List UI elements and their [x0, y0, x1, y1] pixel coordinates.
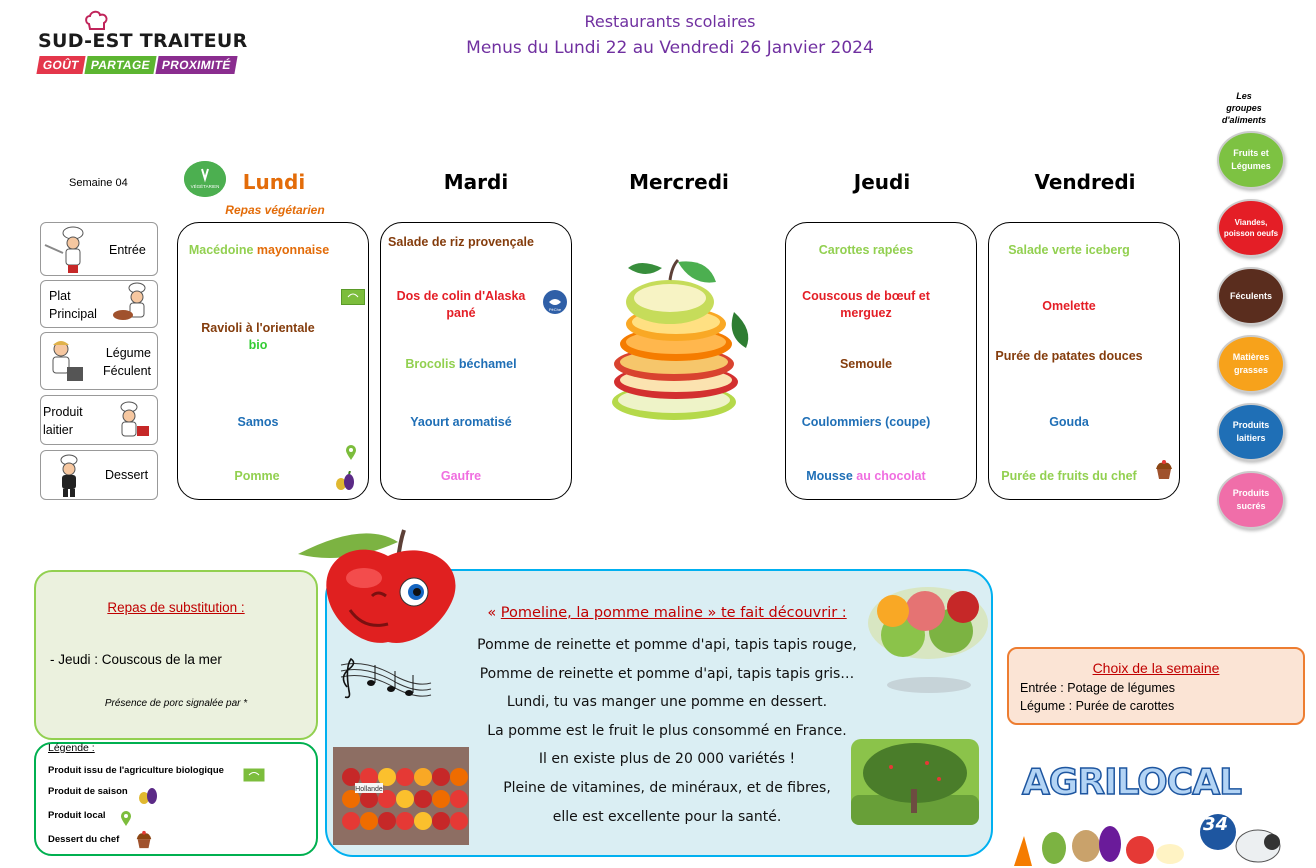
category-plat-principal — [40, 280, 158, 328]
page-title: Menus du Lundi 22 au Vendredi 26 Janvier 2024 — [466, 38, 874, 58]
chef-icon — [43, 337, 87, 387]
apple-slices-illustration — [604, 252, 774, 422]
menu-dessert-vendredi: Purée de fruits du chef — [1001, 469, 1137, 483]
day-box-mardi — [380, 222, 572, 500]
category-dessert — [40, 450, 158, 500]
weekly-choice-panel — [1007, 647, 1305, 725]
pomeline-title-text: Pomeline, la pomme maline » te fait découvrir : — [500, 605, 847, 621]
menu-laitier-jeudi: Coulommiers (coupe) — [801, 415, 931, 429]
menu-plat-vendredi: Omelette — [1042, 299, 1096, 313]
poem-line: Il en existe plus de 20 000 variétés ! — [538, 751, 796, 767]
food-group-produits-laitiers: Produits laitiers — [1217, 403, 1285, 461]
substitution-panel — [34, 570, 318, 740]
menu-entree-mardi: Salade de riz provençale — [388, 235, 534, 249]
chef-icon — [43, 225, 97, 275]
vegetarian-badge-text: VÉGÉTARIEN — [190, 184, 220, 189]
chef-dessert-icon — [134, 830, 154, 850]
vegetarian-meal-note: Repas végétarien — [225, 203, 325, 217]
weekly-choice-title: Choix de la semaine — [1092, 660, 1220, 676]
day-header-jeudi: Jeudi — [853, 170, 911, 194]
menu-text: au chocolat — [856, 469, 926, 483]
day-header-vendredi: Vendredi — [1034, 170, 1136, 194]
poem-line: La pomme est le fruit le plus consommé en France. — [487, 723, 847, 739]
menu-text: bio — [248, 338, 268, 352]
legend-title: Légende : — [48, 742, 95, 754]
chef-dessert-icon — [1153, 459, 1175, 481]
music-notes-icon — [337, 657, 433, 705]
legend-item-local: Produit local — [48, 810, 106, 821]
day-header-lundi: Lundi — [242, 170, 306, 194]
pomeline-apple-mascot — [294, 520, 464, 656]
sustainable-fishing-icon — [542, 289, 568, 315]
organic-label-icon — [243, 768, 265, 782]
menu-plat-jeudi: Couscous de bœuf et merguez — [802, 289, 930, 320]
legend-item-chef: Dessert du chef — [48, 834, 120, 845]
menu-laitier-lundi: Samos — [237, 415, 279, 429]
chef-icon — [107, 400, 155, 444]
poem-line: Pleine de vitamines, de minéraux, et de fibres, — [503, 780, 831, 796]
header-subtitle: Restaurants scolaires — [584, 12, 756, 31]
food-group-matieres-grasses: Matières grasses — [1217, 335, 1285, 393]
local-product-icon — [120, 811, 132, 827]
menu-text: Ravioli à l'orientale — [201, 321, 315, 335]
poem-line: Lundi, tu vas manger une pomme en dessert. — [506, 694, 828, 710]
seasonal-product-icon — [136, 787, 160, 805]
legend-item-bio: Produit issu de l'agriculture biologique — [48, 765, 224, 776]
legend-panel — [34, 742, 318, 856]
food-groups-title: Les groupes d'aliments — [1221, 91, 1267, 125]
menu-laitier-mardi: Yaourt aromatisé — [410, 415, 512, 429]
tag-partage: PARTAGE — [84, 56, 156, 74]
menu-dessert-jeudi — [786, 468, 946, 485]
sustainable-fishing-label: PêChe — [548, 307, 562, 312]
agrilocal-wordmark: AGRILOCAL — [1022, 762, 1242, 803]
food-group-viandes: Viandes, poisson oeufs — [1217, 199, 1285, 257]
brand-tagline — [38, 56, 236, 74]
brand-logo — [36, 10, 266, 80]
apples-bowl-photo — [867, 585, 989, 695]
category-label: Légume Féculent — [103, 346, 151, 378]
category-label: Entrée — [109, 243, 146, 257]
category-entree — [40, 222, 158, 276]
menu-plat-mardi: Dos de colin d'Alaska pané — [396, 289, 526, 320]
apple-tree-photo — [851, 739, 979, 825]
menu-legume-jeudi: Semoule — [839, 357, 893, 371]
fruit-crate-photo — [333, 747, 469, 845]
organic-label-icon — [341, 289, 365, 305]
chef-hat-logo-icon — [84, 10, 110, 32]
week-label: Semaine 04 — [69, 177, 128, 189]
page-header — [400, 10, 940, 62]
menu-plat-lundi — [178, 320, 338, 354]
seasonal-product-icon — [333, 471, 357, 491]
brand-name: SUD-EST TRAITEUR — [38, 30, 248, 52]
substitution-item: - Jeudi : Couscous de la mer — [50, 652, 222, 667]
food-group-feculents: Féculents — [1217, 267, 1285, 325]
agrilocal-department-badge: 34 — [1203, 814, 1229, 835]
weekly-choice-entree: Entrée : Potage de légumes — [1020, 681, 1175, 695]
substitution-title: Repas de substitution : — [107, 600, 245, 615]
menu-laitier-vendredi: Gouda — [1049, 415, 1089, 429]
day-header-mardi: Mardi — [443, 170, 509, 194]
category-label: Produit laitier — [43, 405, 83, 437]
category-label: Plat Principal — [49, 289, 97, 321]
menu-entree-lundi — [178, 242, 340, 259]
day-box-vendredi — [988, 222, 1180, 500]
menu-text: Mousse — [806, 469, 857, 483]
menu-text: Brocolis — [405, 357, 459, 371]
pomeline-title-quote: « — [487, 605, 501, 621]
day-box-jeudi — [785, 222, 977, 500]
poem-line: Pomme de reinette et pomme d'api, tapis tapis rouge, — [477, 637, 857, 653]
weekly-choice-legume: Légume : Purée de carottes — [1020, 699, 1175, 713]
menu-dessert-lundi: Pomme — [234, 469, 280, 483]
food-group-fruits-legumes: Fruits et Légumes — [1217, 131, 1285, 189]
menu-entree-vendredi: Salade verte iceberg — [1008, 243, 1130, 257]
menu-text: mayonnaise — [256, 243, 330, 257]
tag-proximite: PROXIMITÉ — [155, 56, 237, 74]
poem-line: elle est excellente pour la santé. — [552, 809, 782, 825]
crate-label: Hollande — [355, 786, 383, 793]
chef-icon — [51, 453, 89, 499]
agrilocal-logo — [1010, 758, 1306, 866]
menu-legume-vendredi: Purée de patates douces — [995, 349, 1143, 363]
category-legume-feculent — [40, 332, 158, 390]
day-header-mercredi: Mercredi — [629, 170, 729, 194]
menu-text: béchamel — [458, 357, 517, 371]
day-box-lundi — [177, 222, 369, 500]
menu-dessert-mardi: Gaufre — [440, 469, 482, 483]
category-produit-laitier — [40, 395, 158, 445]
legend-item-saison: Produit de saison — [48, 786, 128, 797]
category-label: Dessert — [105, 468, 149, 482]
poem-line: Pomme de reinette et pomme d'api, tapis tapis gris… — [479, 666, 855, 682]
pork-note: Présence de porc signalée par * — [104, 698, 248, 709]
menu-text: Macédoine — [188, 243, 257, 257]
pomeline-title — [447, 605, 887, 621]
menu-entree-jeudi: Carottes rapées — [818, 243, 914, 257]
food-group-produits-sucres: Produits sucrés — [1217, 471, 1285, 529]
local-product-icon — [345, 445, 357, 461]
chef-icon — [111, 281, 157, 327]
tag-gout: GOÛT — [36, 56, 85, 74]
menu-legume-mardi — [381, 356, 541, 373]
